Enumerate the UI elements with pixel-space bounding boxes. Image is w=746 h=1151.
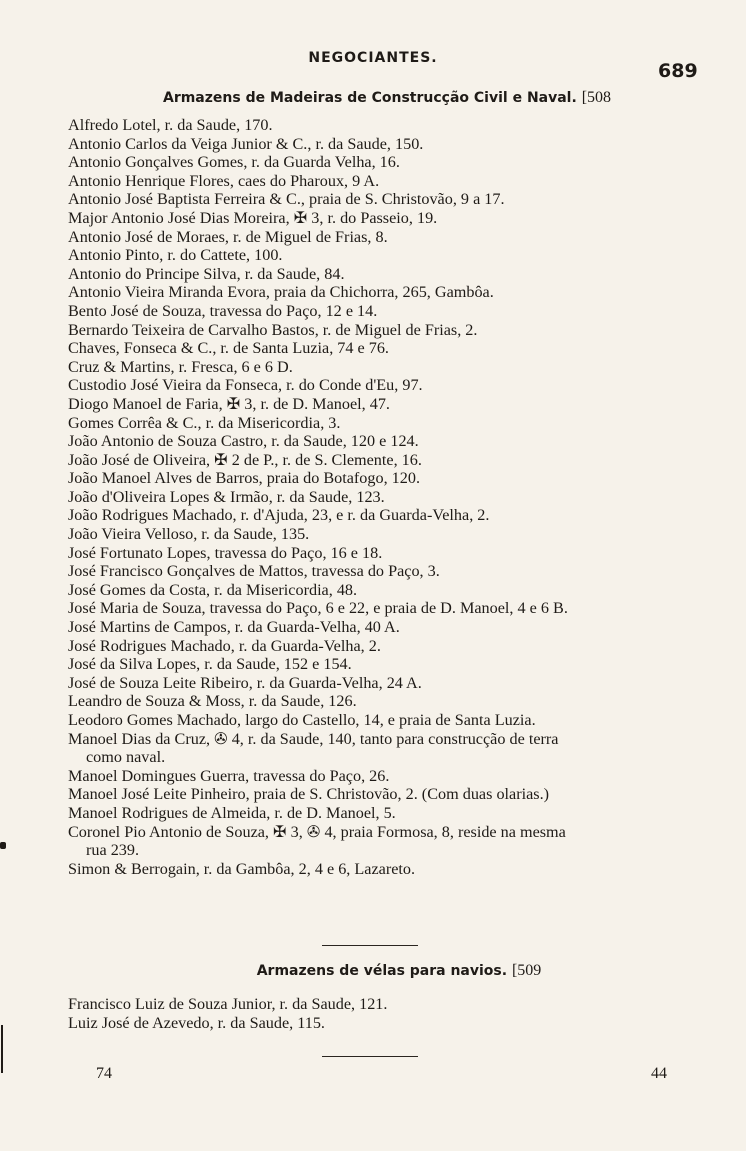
list-item: Manoel Domingues Guerra, travessa do Paço, 26.: [68, 766, 390, 785]
list-item: Antonio do Principe Silva, r. da Saude, 84.: [68, 264, 345, 283]
list-item: Custodio José Vieira da Fonseca, r. do Conde d'Eu, 97.: [68, 376, 423, 395]
list-item: Diogo Manoel de Faria, ✠ 3, r. de D. Manoel, 47.: [68, 394, 390, 413]
signature-mark-left: 74: [96, 1065, 112, 1082]
list-item: Leodoro Gomes Machado, largo do Castello, 14, e praia de Santa Luzia.: [68, 711, 536, 729]
list-item: Antonio Henrique Flores, caes do Pharoux, 9 A.: [68, 171, 380, 190]
list-item: João Vieira Velloso, r. da Saude, 135.: [68, 525, 310, 544]
section-title-text: Armazens de vélas para navios.: [256, 963, 508, 979]
section-divider: [322, 945, 418, 946]
list-item: Bento José de Souza, travessa do Paço, 12 e 14.: [68, 301, 378, 320]
list-item: Antonio Gonçalves Gomes, r. da Guarda Velha, 16.: [68, 153, 400, 172]
list-item: João José de Oliveira, ✠ 2 de P., r. de S. Clemente, 16.: [68, 450, 422, 469]
list-item: Antonio Carlos da Veiga Junior & C., r. da Saude, 150.: [68, 134, 424, 153]
list-item: Antonio Vieira Miranda Evora, praia da Chichorra, 265, Gambôa.: [68, 283, 494, 302]
list-item: Cruz & Martins, r. Fresca, 6 e 6 D.: [68, 357, 293, 376]
list-item: José Fortunato Lopes, travessa do Paço, 16 e 18.: [68, 543, 383, 562]
section-title-text: Armazens de Madeiras de Construcção Civil e Naval.: [162, 90, 577, 106]
list-item: Antonio José Baptista Ferreira & C., praia de S. Christovão, 9 a 17.: [68, 190, 505, 209]
list-item: Antonio José de Moraes, r. de Miguel de Frias, 8.: [68, 227, 388, 246]
list-item: [68, 730, 708, 767]
page-number: 689: [658, 60, 698, 82]
section-number: [508: [581, 89, 612, 106]
list-item: José de Souza Leite Ribeiro, r. da Guarda-Velha, 24 A.: [68, 673, 422, 692]
list-item: Simon & Berrogain, r. da Gambôa, 2, 4 e 6, Lazareto.: [68, 859, 416, 878]
list-item-text: Coronel Pio Antonio de Souza, ✠ 3, ✇ 4, praia Formosa, 8, reside na mesma: [68, 822, 566, 841]
list-item: Major Antonio José Dias Moreira, ✠ 3, r. do Passeio, 19.: [68, 208, 438, 227]
list-item: José da Silva Lopes, r. da Saude, 152 e 154.: [68, 655, 352, 674]
list-item: Antonio Pinto, r. do Cattete, 100.: [68, 246, 283, 265]
list-item-continuation: rua 239.: [86, 841, 140, 860]
list-item: João Manoel Alves de Barros, praia do Botafogo, 120.: [68, 469, 421, 488]
signature-mark-right: 44: [651, 1065, 667, 1082]
running-head: NEGOCIANTES.: [308, 50, 438, 66]
section-title-velas: [0, 962, 746, 980]
list-item: José Martins de Campos, r. da Guarda-Velha, 40 A.: [68, 618, 400, 637]
entry-list-madeiras: [68, 116, 708, 878]
list-item: José Maria de Souza, travessa do Paço, 6 e 22, e praia de D. Manoel, 4 e 6 B.: [68, 599, 568, 618]
list-item: Luiz José de Azevedo, r. da Saude, 115.: [68, 1013, 325, 1032]
list-item: Manoel Rodrigues de Almeida, r. de D. Manoel, 5.: [68, 803, 396, 822]
list-item: João d'Oliveira Lopes & Irmão, r. da Saude, 123.: [68, 487, 385, 506]
list-item-text: Manoel Dias da Cruz, ✇ 4, r. da Saude, 140, tanto para construcção de terra: [68, 729, 559, 748]
list-item: Bernardo Teixeira de Carvalho Bastos, r. de Miguel de Frias, 2.: [68, 320, 478, 339]
section-divider: [322, 1056, 418, 1057]
margin-ink-mark: [0, 842, 6, 849]
list-item: Leandro de Souza & Moss, r. da Saude, 126.: [68, 692, 357, 711]
list-item: [68, 823, 708, 860]
list-item: Francisco Luiz de Souza Junior, r. da Saude, 121.: [68, 995, 388, 1013]
list-item: José Gomes da Costa, r. da Misericordia, 48.: [68, 580, 358, 599]
list-item: José Rodrigues Machado, r. da Guarda-Velha, 2.: [68, 636, 381, 655]
list-item: Gomes Corrêa & C., r. da Misericordia, 3.: [68, 413, 341, 432]
list-item: Manoel José Leite Pinheiro, praia de S. Christovão, 2. (Com duas olarias.): [68, 785, 550, 804]
margin-ink-mark: [1, 1025, 3, 1073]
section-title-madeiras: [0, 89, 746, 107]
section-number: [509: [511, 962, 542, 979]
list-item: Chaves, Fonseca & C., r. de Santa Luzia, 74 e 76.: [68, 339, 389, 358]
entry-list-velas: [68, 995, 708, 1032]
list-item: João Antonio de Souza Castro, r. da Saude, 120 e 124.: [68, 432, 419, 451]
list-item-continuation: como naval.: [86, 748, 166, 767]
list-item: José Francisco Gonçalves de Mattos, travessa do Paço, 3.: [68, 562, 440, 581]
list-item: João Rodrigues Machado, r. d'Ajuda, 23, e r. da Guarda-Velha, 2.: [68, 506, 490, 525]
list-item: Alfredo Lotel, r. da Saude, 170.: [68, 116, 273, 134]
